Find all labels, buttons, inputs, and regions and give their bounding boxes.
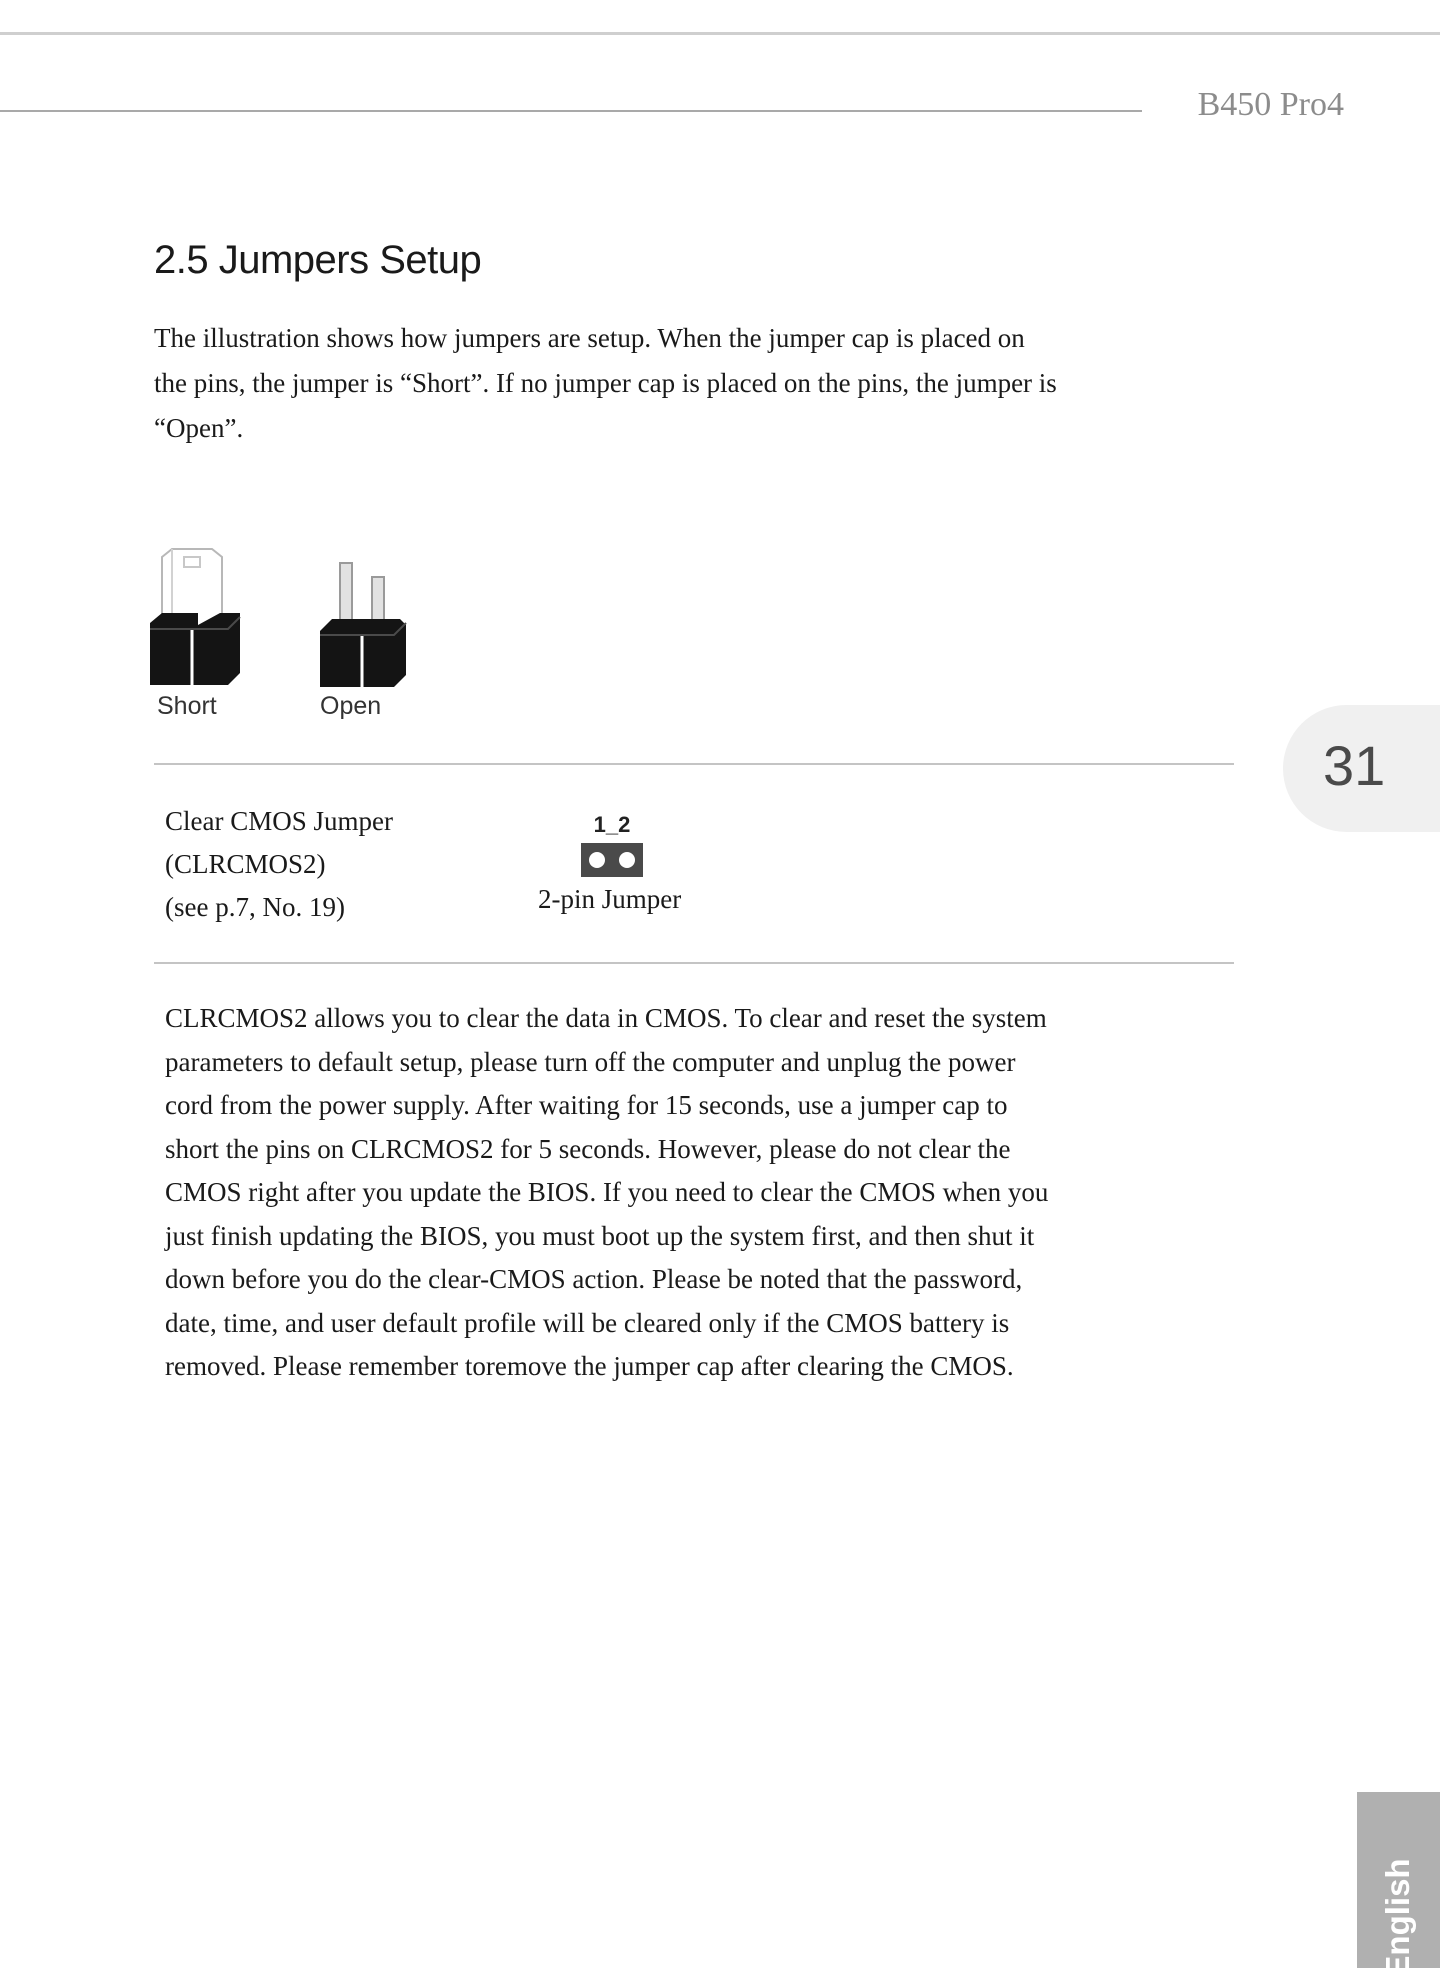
intro-line: the pins, the jumper is “Short”. If no jumper cap is placed on the pins, the jumper is	[154, 368, 1057, 398]
description-line: CLRCMOS2 allows you to clear the data in CMOS. To clear and reset the system	[165, 1003, 1047, 1033]
pin-label: 1_2	[593, 812, 631, 837]
intro-paragraph	[154, 316, 1154, 451]
short-label: Short	[157, 692, 217, 720]
table-rule-bottom	[154, 962, 1234, 964]
description-line: just finish updating the BIOS, you must boot up the system first, and then shut it	[165, 1220, 1035, 1251]
description-line: removed. Please remember toremove the jumper cap after clearing the CMOS.	[165, 1351, 1014, 1381]
page-number-tab	[1283, 705, 1440, 832]
jumper-name-line: (CLRCMOS2)	[165, 849, 326, 879]
table-rule-top	[154, 763, 1234, 765]
description-line: short the pins on CLRCMOS2 for 5 seconds. However, please do not clear the	[165, 1133, 1011, 1164]
header-rule	[0, 110, 1142, 112]
open-label: Open	[320, 692, 382, 720]
short-jumper-icon	[150, 549, 240, 685]
model-name: B450 Pro4	[1197, 86, 1344, 123]
jumper-name-line: Clear CMOS Jumper	[165, 806, 393, 836]
pin-caption: 2-pin Jumper	[538, 884, 682, 914]
top-rule	[0, 32, 1440, 35]
open-jumper-icon	[320, 563, 406, 687]
description-line: date, time, and user default profile will be cleared only if the CMOS battery is	[165, 1307, 1010, 1338]
description-paragraph	[165, 997, 1125, 1389]
two-pin-jumper-icon	[578, 812, 646, 880]
description-line: down before you do the clear-CMOS action. Please be noted that the password,	[165, 1264, 1023, 1294]
language-label: English	[1379, 1858, 1416, 1978]
jumper-name-line: (see p.7, No. 19)	[165, 892, 345, 922]
description-line: CMOS right after you update the BIOS. If you need to clear the CMOS when you	[165, 1177, 1049, 1207]
description-line: parameters to default setup, please turn off the computer and unplug the power	[165, 1046, 1016, 1077]
language-tab	[1357, 1792, 1440, 1978]
jumper-name	[165, 800, 393, 929]
intro-line: The illustration shows how jumpers are setup. When the jumper cap is placed on	[154, 323, 1025, 353]
description-line: cord from the power supply. After waiting for 15 seconds, use a jumper cap to	[165, 1090, 1008, 1120]
section-title: 2.5 Jumpers Setup	[154, 238, 482, 282]
page-number: 31	[1323, 734, 1386, 797]
intro-line: “Open”.	[154, 413, 244, 443]
